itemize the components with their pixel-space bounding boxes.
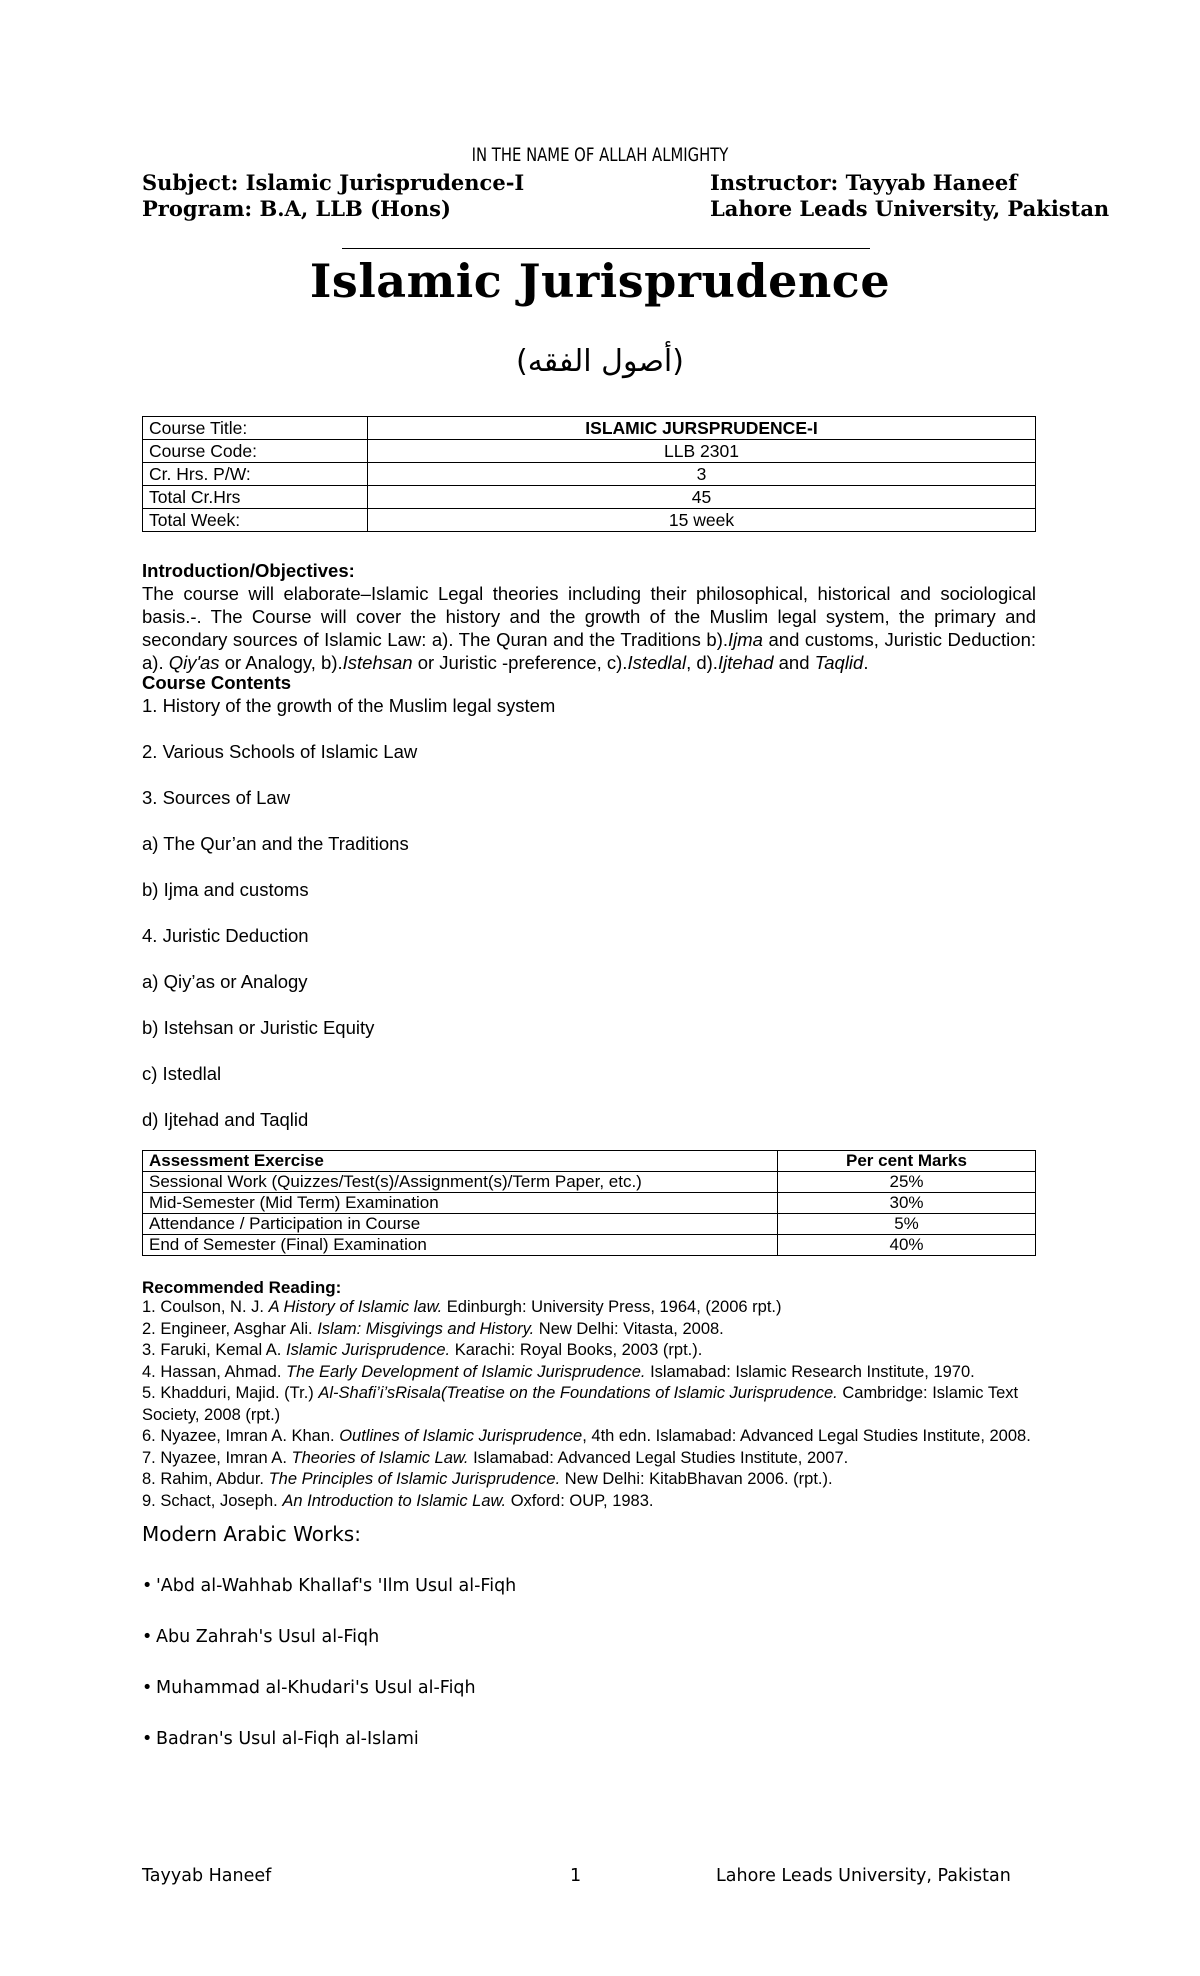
reference-author: 2. Engineer, Asghar Ali. — [142, 1319, 318, 1338]
course-contents-heading: Course Contents — [142, 672, 292, 693]
reference-publisher: New Delhi: KitabBhavan 2006. (rpt.). — [560, 1470, 833, 1488]
reference-item — [142, 1297, 1036, 1319]
introduction-paragraph — [142, 582, 1036, 674]
program-label: Program: B.A, LLB (Hons) — [142, 196, 451, 221]
reference-publisher: New Delhi: Vitasta, 2008. — [534, 1319, 724, 1338]
introduction-heading: Introduction/Objectives: — [142, 560, 355, 581]
reference-author: 6. Nyazee, Imran A. Khan. — [142, 1427, 340, 1445]
subject-label: Subject: Islamic Jurisprudence-I — [142, 170, 525, 195]
total-week-label: Total Week: — [143, 509, 368, 532]
table-header-row — [143, 1151, 1036, 1172]
percent-marks-header: Per cent Marks — [778, 1151, 1036, 1172]
reference-publisher: Islamabad: Islamic Research Institute, 1970. — [645, 1362, 975, 1381]
total-credit-hours-value: 45 — [368, 486, 1036, 509]
reference-title: Al-Shafi’i’sRisala(Treatise on the Foundations of Islamic Jurisprudence. — [318, 1384, 838, 1402]
reference-author: 3. Faruki, Kemal A. — [142, 1341, 286, 1359]
reference-item — [142, 1340, 1036, 1362]
reference-title: The Early Development of Islamic Jurisprudence. — [286, 1362, 646, 1381]
assessment-table — [142, 1150, 1036, 1256]
modern-arabic-works-heading: Modern Arabic Works: — [142, 1522, 361, 1546]
reference-publisher: Islamabad: Advanced Legal Studies Institute, 2007. — [468, 1448, 849, 1467]
assessment-exercise-cell: End of Semester (Final) Examination — [143, 1235, 778, 1256]
total-week-value: 15 week — [368, 509, 1036, 532]
list-item: b) Istehsan or Juristic Equity — [142, 1017, 375, 1038]
bullet-icon: • — [142, 1627, 153, 1647]
reference-item — [142, 1319, 1036, 1341]
reference-title: An Introduction to Islamic Law. — [282, 1491, 507, 1510]
footer-author: Tayyab Haneef — [142, 1866, 272, 1886]
intro-text: The course will elaborate–Islamic Legal theories including their philosophical, historical and sociological basis.-. The Course will cover the history and the growth of the Muslim legal system, the primary and secondary sources of Islamic Law: a). The Quran and the Traditions b). — [142, 583, 1036, 650]
reference-title: The Principles of Islamic Jurisprudence. — [268, 1470, 561, 1488]
list-item: a) The Qur’an and the Traditions — [142, 833, 409, 854]
list-item — [142, 1678, 476, 1698]
intro-term-istedlal: Istedlal — [627, 652, 687, 673]
reference-title: Islam: Misgivings and History. — [317, 1319, 535, 1338]
intro-term-istehsan: Istehsan — [342, 652, 413, 673]
recommended-reading-list — [142, 1297, 1036, 1512]
reference-author: 4. Hassan, Ahmad. — [142, 1362, 286, 1381]
list-item: 2. Various Schools of Islamic Law — [142, 741, 418, 762]
list-item: 4. Juristic Deduction — [142, 925, 309, 946]
reference-author: 8. Rahim, Abdur. — [142, 1470, 269, 1488]
assessment-exercise-header: Assessment Exercise — [143, 1151, 778, 1172]
list-item: a) Qiy’as or Analogy — [142, 971, 308, 992]
table-row — [143, 1235, 1036, 1256]
credit-hours-value: 3 — [368, 463, 1036, 486]
reference-item — [142, 1469, 1036, 1491]
list-item: b) Ijma and customs — [142, 879, 309, 900]
instructor-label: Instructor: Tayyab Haneef — [710, 170, 1018, 195]
reference-title: Theories of Islamic Law. — [291, 1448, 469, 1467]
percent-marks-cell: 40% — [778, 1235, 1036, 1256]
table-row — [143, 1172, 1036, 1193]
reference-author: 9. Schact, Joseph. — [142, 1491, 283, 1510]
intro-term-taqlid: Taqlid — [814, 652, 864, 673]
recommended-reading-heading: Recommended Reading: — [142, 1278, 342, 1297]
table-row — [143, 1214, 1036, 1235]
table-row — [143, 486, 1036, 509]
course-code-label: Course Code: — [143, 440, 368, 463]
reference-title: Islamic Jurisprudence. — [285, 1341, 451, 1359]
modern-work-title: Muhammad al-Khudari's Usul al-Fiqh — [156, 1678, 476, 1698]
course-title-value: ISLAMIC JURSPRUDENCE-I — [368, 417, 1036, 440]
course-code-value: LLB 2301 — [368, 440, 1036, 463]
reference-title: A History of Islamic law. — [268, 1298, 443, 1316]
modern-work-title: Badran's Usul al-Fiqh al-Islami — [156, 1729, 419, 1749]
table-row — [143, 509, 1036, 532]
intro-text: and — [773, 652, 815, 673]
intro-text: or Analogy, b). — [219, 652, 343, 673]
course-title-label: Course Title: — [143, 417, 368, 440]
list-item — [142, 1729, 419, 1749]
reference-publisher: Karachi: Royal Books, 2003 (rpt.). — [450, 1341, 703, 1359]
percent-marks-cell: 25% — [778, 1172, 1036, 1193]
reference-item — [142, 1448, 1036, 1470]
list-item: d) Ijtehad and Taqlid — [142, 1109, 309, 1130]
percent-marks-cell: 30% — [778, 1193, 1036, 1214]
list-item — [142, 1627, 379, 1647]
assessment-exercise-cell: Mid-Semester (Mid Term) Examination — [143, 1193, 778, 1214]
intro-text: or Juristic -preference, c). — [412, 652, 628, 673]
table-row — [143, 417, 1036, 440]
intro-term-qiyas: Qiy'as — [168, 652, 220, 673]
table-row — [143, 463, 1036, 486]
modern-work-title: 'Abd al-Wahhab Khallaf's 'Ilm Usul al-Fiqh — [156, 1576, 517, 1596]
reference-author: 5. Khadduri, Majid. (Tr.) — [142, 1384, 319, 1402]
list-item — [142, 1576, 516, 1596]
reference-item — [142, 1426, 1036, 1448]
reference-publisher: , 4th edn. Islamabad: Advanced Legal Studies Institute, 2008. — [582, 1427, 1031, 1445]
assessment-exercise-cell: Sessional Work (Quizzes/Test(s)/Assignment(s)/Term Paper, etc.) — [143, 1172, 778, 1193]
page-title: Islamic Jurisprudence — [309, 254, 891, 308]
header-divider — [342, 248, 870, 249]
total-credit-hours-label: Total Cr.Hrs — [143, 486, 368, 509]
assessment-exercise-cell: Attendance / Participation in Course — [143, 1214, 778, 1235]
reference-publisher: Edinburgh: University Press, 1964, (2006 rpt.) — [442, 1298, 782, 1316]
table-row — [143, 1193, 1036, 1214]
percent-marks-cell: 5% — [778, 1214, 1036, 1235]
reference-item — [142, 1491, 1036, 1513]
intro-text: and customs, Juristic Deduction: a). — [142, 629, 1036, 673]
bullet-icon: • — [142, 1678, 153, 1698]
list-item: 1. History of the growth of the Muslim legal system — [142, 695, 556, 716]
reference-author: 1. Coulson, N. J. — [142, 1298, 269, 1316]
modern-work-title: Abu Zahrah's Usul al-Fiqh — [156, 1627, 380, 1647]
course-info-table — [142, 416, 1036, 532]
bullet-icon: • — [142, 1576, 153, 1596]
reference-title: Outlines of Islamic Jurisprudence — [339, 1427, 583, 1445]
reference-publisher: Cambridge: Islamic Text Society, 2008 (rpt.) — [142, 1384, 1019, 1424]
reference-item — [142, 1362, 1036, 1384]
intro-text: . — [863, 652, 869, 673]
list-item: 3. Sources of Law — [142, 787, 291, 808]
reference-publisher: Oxford: OUP, 1983. — [506, 1491, 654, 1510]
intro-text: , d). — [686, 652, 718, 673]
credit-hours-label: Cr. Hrs. P/W: — [143, 463, 368, 486]
bullet-icon: • — [142, 1729, 153, 1749]
footer-university: Lahore Leads University, Pakistan — [716, 1866, 1011, 1886]
university-label: Lahore Leads University, Pakistan — [710, 196, 1110, 221]
intro-term-ijma: Ijma — [728, 629, 763, 650]
bismillah-heading: IN THE NAME OF ALLAH ALMIGHTY — [471, 144, 729, 166]
reference-author: 7. Nyazee, Imran A. — [142, 1448, 292, 1467]
reference-item — [142, 1383, 1036, 1426]
intro-term-ijtehad: Ijtehad — [717, 652, 774, 673]
table-row — [143, 440, 1036, 463]
arabic-title: (أصول الفقه) — [516, 344, 684, 379]
footer-page-number: 1 — [570, 1866, 582, 1886]
list-item: c) Istedlal — [142, 1063, 222, 1084]
